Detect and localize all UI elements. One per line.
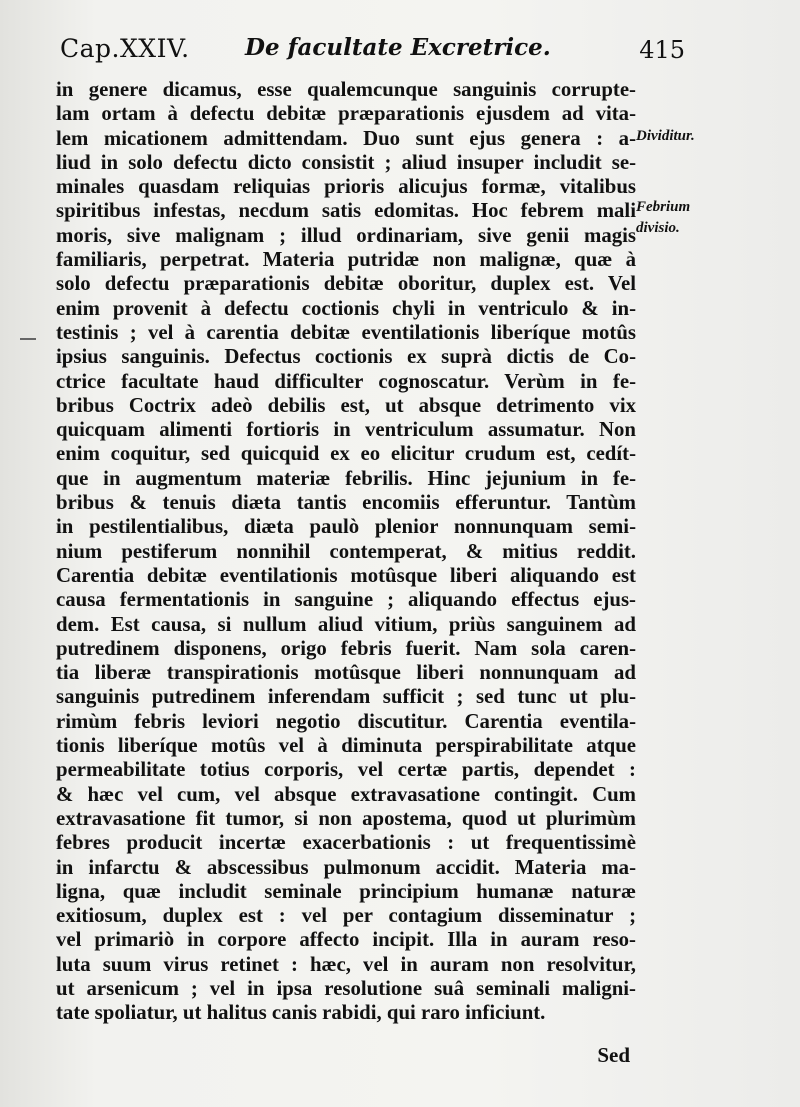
text-line: ligna, quæ includit seminale principium humanæ naturæ [56, 879, 636, 903]
body-text [56, 78, 636, 1026]
text-line: lam ortam à defectu debitæ præparationis ejusdem ad vita- [56, 102, 636, 126]
text-line: moris, sive malignam ; illud ordinariam, sive genii magis [56, 223, 636, 247]
text-line: febres producit incertæ exacerbationis : ut frequentissimè [56, 831, 636, 855]
margin-note-dividitur: Dividitur. [636, 128, 695, 144]
text-line: quicquam alimenti fortioris in ventriculum assumatur. Non [56, 418, 636, 442]
text-line: minales quasdam reliquias prioris alicujus formæ, vitalibus [56, 175, 636, 199]
page-number: 415 [639, 36, 685, 64]
text-line: ctrice facultate haud difficulter cognoscatur. Verùm in fe- [56, 369, 636, 393]
text-line: enim provenit à defectu coctionis chyli in ventriculo & in- [56, 296, 636, 320]
text-line: que in augmentum materiæ febrilis. Hinc jejunium in fe- [56, 466, 636, 490]
chapter-label: Cap.XXIV. [60, 34, 190, 63]
text-line: tia liberæ transpirationis motûsque liberi nonnunquam ad [56, 661, 636, 685]
text-line: liud in solo defectu dicto consistit ; aliud insuper includit se- [56, 150, 636, 174]
text-line: solo defectu præparationis debitæ oboritur, duplex est. Vel [56, 272, 636, 296]
text-line: Carentia debitæ eventilationis motûsque liberi aliquando est [56, 563, 636, 587]
text-line: exitiosum, duplex est : vel per contagium disseminatur ; [56, 904, 636, 928]
text-line: enim coquitur, sed quicquid ex eo elicitur crudum est, cedít- [56, 442, 636, 466]
margin-note-febrium: Febrium [636, 199, 691, 215]
text-line: spiritibus infestas, necdum satis edomitas. Hoc febrem mali [56, 199, 636, 223]
text-line: dem. Est causa, si nullum aliud vitium, priùs sanguinem ad [56, 612, 636, 636]
text-line: in pestilentialibus, diæta paulò plenior nonnunquam semi- [56, 515, 636, 539]
text-line: tionis liberíque motûs vel à diminuta perspirabilitate atque [56, 734, 636, 758]
text-line: familiaris, perpetrat. Materia putridæ non malignæ, quæ à [56, 248, 636, 272]
text-line: nium pestiferum nonnihil contemperat, & mitius reddit. [56, 539, 636, 563]
text-line: luta suum virus retinet : hæc, vel in auram non resolvitur, [56, 952, 636, 976]
text-line: ipsius sanguinis. Defectus coctionis ex suprà dictis de Co- [56, 345, 636, 369]
text-line: bribus & tenuis diæta tantis encomiis efferuntur. Tantùm [56, 491, 636, 515]
margin-note-divisio: divisio. [636, 220, 680, 236]
text-line: ut arsenicum ; vel in ipsa resolutione suâ seminali maligni- [56, 976, 636, 1000]
text-line: lem micationem admittendam. Duo sunt ejus genera : a- [56, 126, 636, 150]
running-header [60, 30, 685, 70]
margin-mark [20, 338, 36, 340]
text-line: rimùm febris leviori negotio discutitur. Carentia eventila- [56, 709, 636, 733]
text-line: in genere dicamus, esse qualemcunque sanguinis corrupte- [56, 78, 636, 101]
text-line: putredinem disponens, origo febris fuerit. Nam sola caren- [56, 636, 636, 660]
text-line: tate spoliatur, ut halitus canis rabidi, qui raro inficiunt. [56, 1001, 546, 1025]
text-line: bribus Coctrix adeò debilis est, ut absque detrimento vix [56, 393, 636, 417]
text-line: sanguinis putredinem inferendam sufficit ; sed tunc ut plu- [56, 685, 636, 709]
text-line: extravasatione fit tumor, si non apostema, quod ut plurimùm [56, 806, 636, 830]
running-title: De facultate Excretrice. [245, 34, 551, 61]
text-line: & hæc vel cum, vel absque extravasatione contingit. Cum [56, 782, 636, 806]
text-line: permeabilitate totius corporis, vel certæ partis, dependet : [56, 758, 636, 782]
text-line: testinis ; vel à carentia debitæ eventilationis liberíque motûs [56, 320, 636, 344]
text-line: vel primariò in corpore affecto incipit. Illa in auram reso- [56, 928, 636, 952]
text-line: causa fermentationis in sanguine ; aliquando effectus ejus- [56, 588, 636, 612]
text-line: in infarctu & abscessibus pulmonum accidit. Materia ma- [56, 855, 636, 879]
catchword: Sed [597, 1043, 630, 1067]
